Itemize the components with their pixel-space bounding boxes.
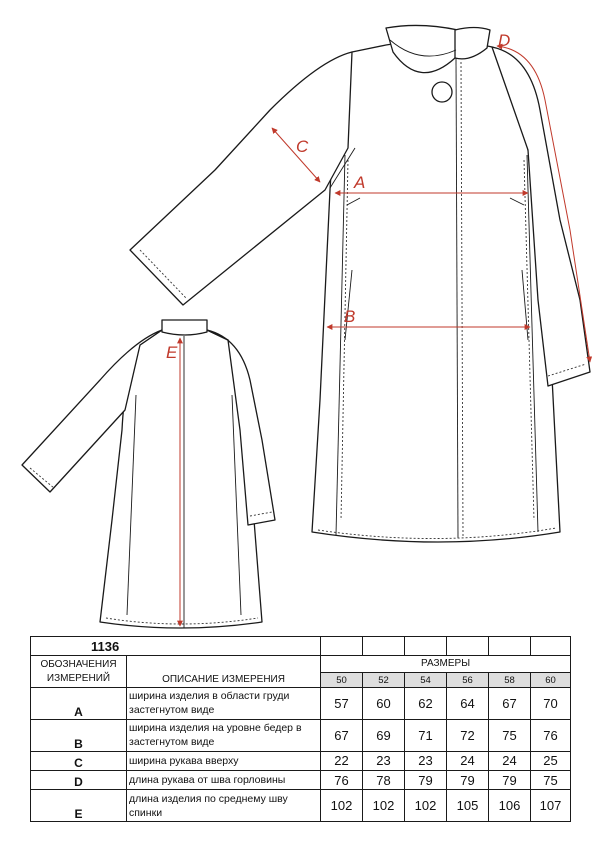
measure-value: 60 bbox=[363, 688, 405, 720]
measure-value: 105 bbox=[447, 790, 489, 822]
measure-value: 79 bbox=[447, 770, 489, 789]
size-header-cell: 50 bbox=[321, 673, 363, 688]
size-header-cell: 56 bbox=[447, 673, 489, 688]
description-header: ОПИСАНИЕ ИЗМЕРЕНИЯ bbox=[127, 656, 321, 688]
measure-value: 67 bbox=[489, 688, 531, 720]
measure-value: 107 bbox=[531, 790, 571, 822]
measure-code: A bbox=[31, 688, 127, 720]
measure-value: 76 bbox=[321, 770, 363, 789]
measure-description: ширина изделия в области груди застегнутом виде bbox=[127, 688, 321, 720]
measure-value: 72 bbox=[447, 719, 489, 751]
back-collar bbox=[162, 320, 207, 335]
measurement-table bbox=[30, 636, 571, 822]
measure-value: 79 bbox=[405, 770, 447, 789]
measure-value: 102 bbox=[363, 790, 405, 822]
measure-value: 25 bbox=[531, 751, 571, 770]
measure-code: B bbox=[31, 719, 127, 751]
code-header: ОБОЗНАЧЕНИЯ ИЗМЕРЕНИЙ bbox=[31, 656, 127, 688]
measure-value: 24 bbox=[447, 751, 489, 770]
table-row bbox=[31, 719, 571, 751]
measure-value: 57 bbox=[321, 688, 363, 720]
table-row bbox=[31, 688, 571, 720]
size-header-cell: 60 bbox=[531, 673, 571, 688]
measure-value: 75 bbox=[489, 719, 531, 751]
measure-value: 75 bbox=[531, 770, 571, 789]
measure-value: 67 bbox=[321, 719, 363, 751]
size-header-cell: 52 bbox=[363, 673, 405, 688]
size-header-cell: 58 bbox=[489, 673, 531, 688]
measure-value: 23 bbox=[363, 751, 405, 770]
label-c: C bbox=[296, 137, 309, 156]
measure-value: 22 bbox=[321, 751, 363, 770]
measure-value: 102 bbox=[321, 790, 363, 822]
measure-value: 106 bbox=[489, 790, 531, 822]
measure-value: 62 bbox=[405, 688, 447, 720]
label-d: D bbox=[498, 31, 511, 50]
measure-description: ширина рукава вверху bbox=[127, 751, 321, 770]
front-left-sleeve bbox=[130, 52, 352, 305]
label-b: B bbox=[344, 307, 356, 326]
measure-value: 69 bbox=[363, 719, 405, 751]
measure-description: длина изделия по среднему шву спинки bbox=[127, 790, 321, 822]
table-row bbox=[31, 751, 571, 770]
measure-value: 78 bbox=[363, 770, 405, 789]
model-number: 1136 bbox=[31, 637, 321, 656]
label-a: A bbox=[354, 173, 366, 192]
measure-code: C bbox=[31, 751, 127, 770]
table-row bbox=[31, 790, 571, 822]
label-e: E bbox=[166, 343, 178, 362]
measure-value: 23 bbox=[405, 751, 447, 770]
measure-description: ширина изделия на уровне бедер в застегнутом виде bbox=[127, 719, 321, 751]
measure-value: 24 bbox=[489, 751, 531, 770]
table-row bbox=[31, 770, 571, 789]
measure-code: D bbox=[31, 770, 127, 789]
measure-value: 70 bbox=[531, 688, 571, 720]
measure-value: 79 bbox=[489, 770, 531, 789]
sizes-header: РАЗМЕРЫ bbox=[321, 656, 571, 673]
back-view bbox=[22, 320, 275, 628]
measure-value: 76 bbox=[531, 719, 571, 751]
size-header-cell: 54 bbox=[405, 673, 447, 688]
measure-code: E bbox=[31, 790, 127, 822]
measure-value: 64 bbox=[447, 688, 489, 720]
button-icon bbox=[432, 82, 452, 102]
measure-value: 102 bbox=[405, 790, 447, 822]
measure-description: длина рукава от шва горловины bbox=[127, 770, 321, 789]
measure-value: 71 bbox=[405, 719, 447, 751]
